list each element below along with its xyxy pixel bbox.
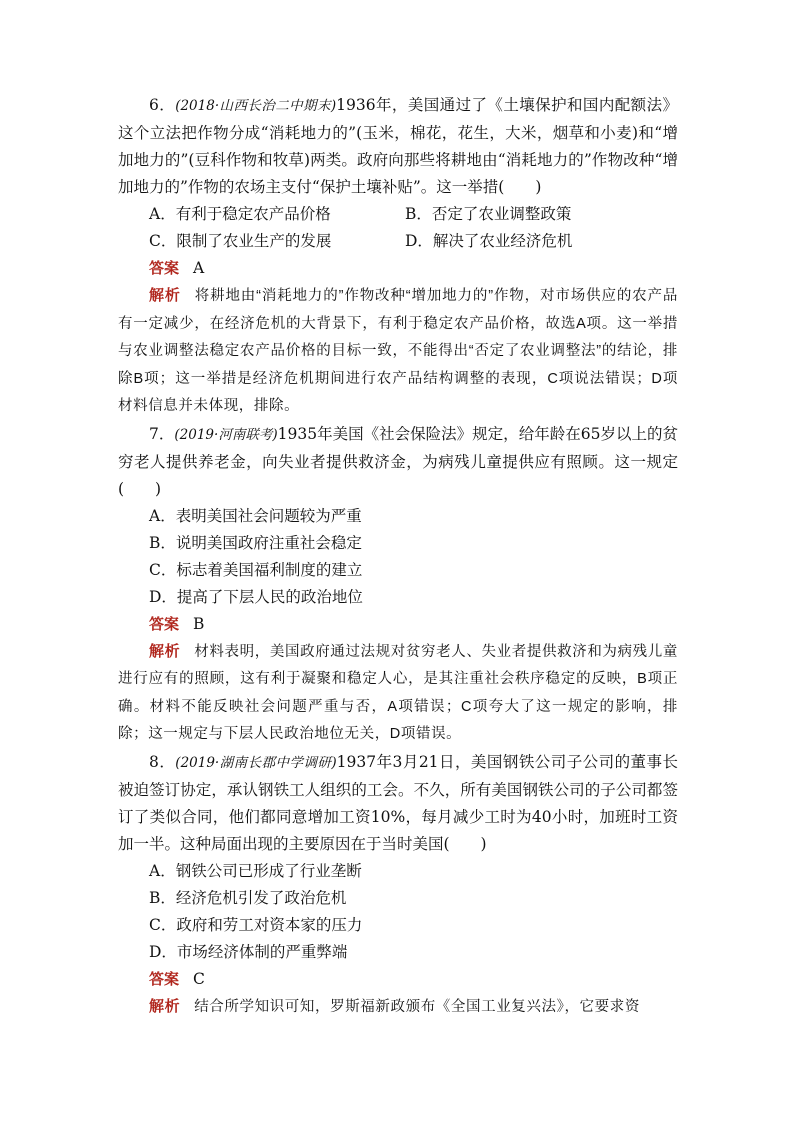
answer-value: C [193, 969, 205, 988]
option-a: A．有利于稳定农产品价格 [149, 205, 331, 223]
answer-value: A [193, 259, 205, 277]
analysis-label: 解析 [149, 996, 181, 1015]
option-c: C．限制了农业生产的发展 [149, 232, 332, 250]
question-source: (2019·河南联考) [174, 426, 278, 443]
option-c: C．政府和劳工对资本家的压力 [149, 915, 363, 934]
answer-label: 答案 [149, 969, 180, 988]
option-d: D．提高了下层人民的政治地位 [149, 587, 363, 606]
analysis-text: 结合所学知识可知，罗斯福新政颁布《全国工业复兴法》，它要求资 [194, 998, 640, 1015]
analysis-label: 解析 [149, 641, 181, 660]
option-a: A．钢铁公司已形成了行业垄断 [149, 861, 362, 880]
question-8-stem [118, 749, 678, 858]
analysis-text: 材料表明，美国政府通过法规对贫穷老人、失业者提供救济和为病残儿童进行应有的照顾，这有利于凝聚和稳定人心，是其注重社会秩序稳定的反映，B项正确。材料不能反映社会问题严重与否，A项错误；C项夸大了这一规定的影响，排除；这一规定与下层人民政治地位无关，D项错误。 [118, 643, 679, 742]
question-text: 1935年美国《社会保险法》规定，给年龄在65岁以上的贫穷老人提供养老金，向失业者提供救济金，为病残儿童提供应有照顾。这一规定( ) [118, 424, 678, 498]
question-7-stem [118, 421, 678, 503]
question-6-analysis [118, 282, 678, 421]
option-b: B．否定了农业调整政策 [405, 205, 572, 223]
question-7-answer [118, 611, 678, 638]
question-6-options-row-2 [118, 228, 678, 255]
question-6-answer [118, 255, 678, 282]
question-text: 1937年3月21日，美国钢铁公司子公司的董事长被迫签订协定，承认钢铁工人组织的工会。不久，所有美国钢铁公司的子公司都签订了类似合同，他们都同意增加工资10%，每月减少工时为40小时，加班时工资加一半。这种局面出现的主要原因在于当时美国( ) [118, 752, 678, 853]
question-number: 8． [149, 752, 176, 771]
question-7-analysis [118, 638, 678, 749]
option-d: D．市场经济体制的严重弊端 [149, 942, 348, 961]
answer-label: 答案 [149, 259, 180, 277]
option-a: A．表明美国社会问题较为严重 [149, 506, 362, 525]
question-number: 6． [149, 96, 176, 114]
answer-label: 答案 [149, 614, 180, 633]
option-b: B．说明美国政府注重社会稳定 [149, 533, 362, 552]
document-content [118, 92, 678, 1021]
analysis-text: 将耕地由“消耗地力的”作物改种“增加地力的”作物，对市场供应的农产品有一定减少，在经济危机的大背景下，有利于稳定农产品价格，故选A项。这一举措与农业调整法稳定农产品价格的目标一致，不能得出“否定了农业调整法”的结论，排除B项；这一举措是经济危机期间进行农产品结构调整的表现，C项说法错误；D项材料信息并未体现，排除。 [118, 288, 679, 414]
analysis-label: 解析 [149, 286, 181, 304]
question-8-analysis [118, 993, 678, 1022]
option-b: B．经济危机引发了政治危机 [149, 888, 347, 907]
question-source: (2019·湖南长郡中学调研) [175, 754, 337, 771]
answer-value: B [193, 614, 205, 633]
question-source: (2018·山西长治二中期末) [175, 98, 337, 114]
question-8-answer [118, 966, 678, 993]
option-d: D．解决了农业经济危机 [405, 232, 573, 250]
option-c: C．标志着美国福利制度的建立 [149, 560, 363, 579]
question-6-stem [118, 92, 678, 201]
question-number: 7． [149, 424, 175, 443]
question-6-options-row-1 [118, 201, 678, 228]
question-text: 1936年，美国通过了《土壤保护和国内配额法》这个立法把作物分成“消耗地力的”(玉米，棉花，花生，大米，烟草和小麦)和“增加地力的”(豆科作物和牧草)两类。政府向那些将耕地由“消耗地力的”作物改种“增加地力的”作物的农场主支付“保护土壤补贴”。这一举措( ) [118, 96, 678, 196]
